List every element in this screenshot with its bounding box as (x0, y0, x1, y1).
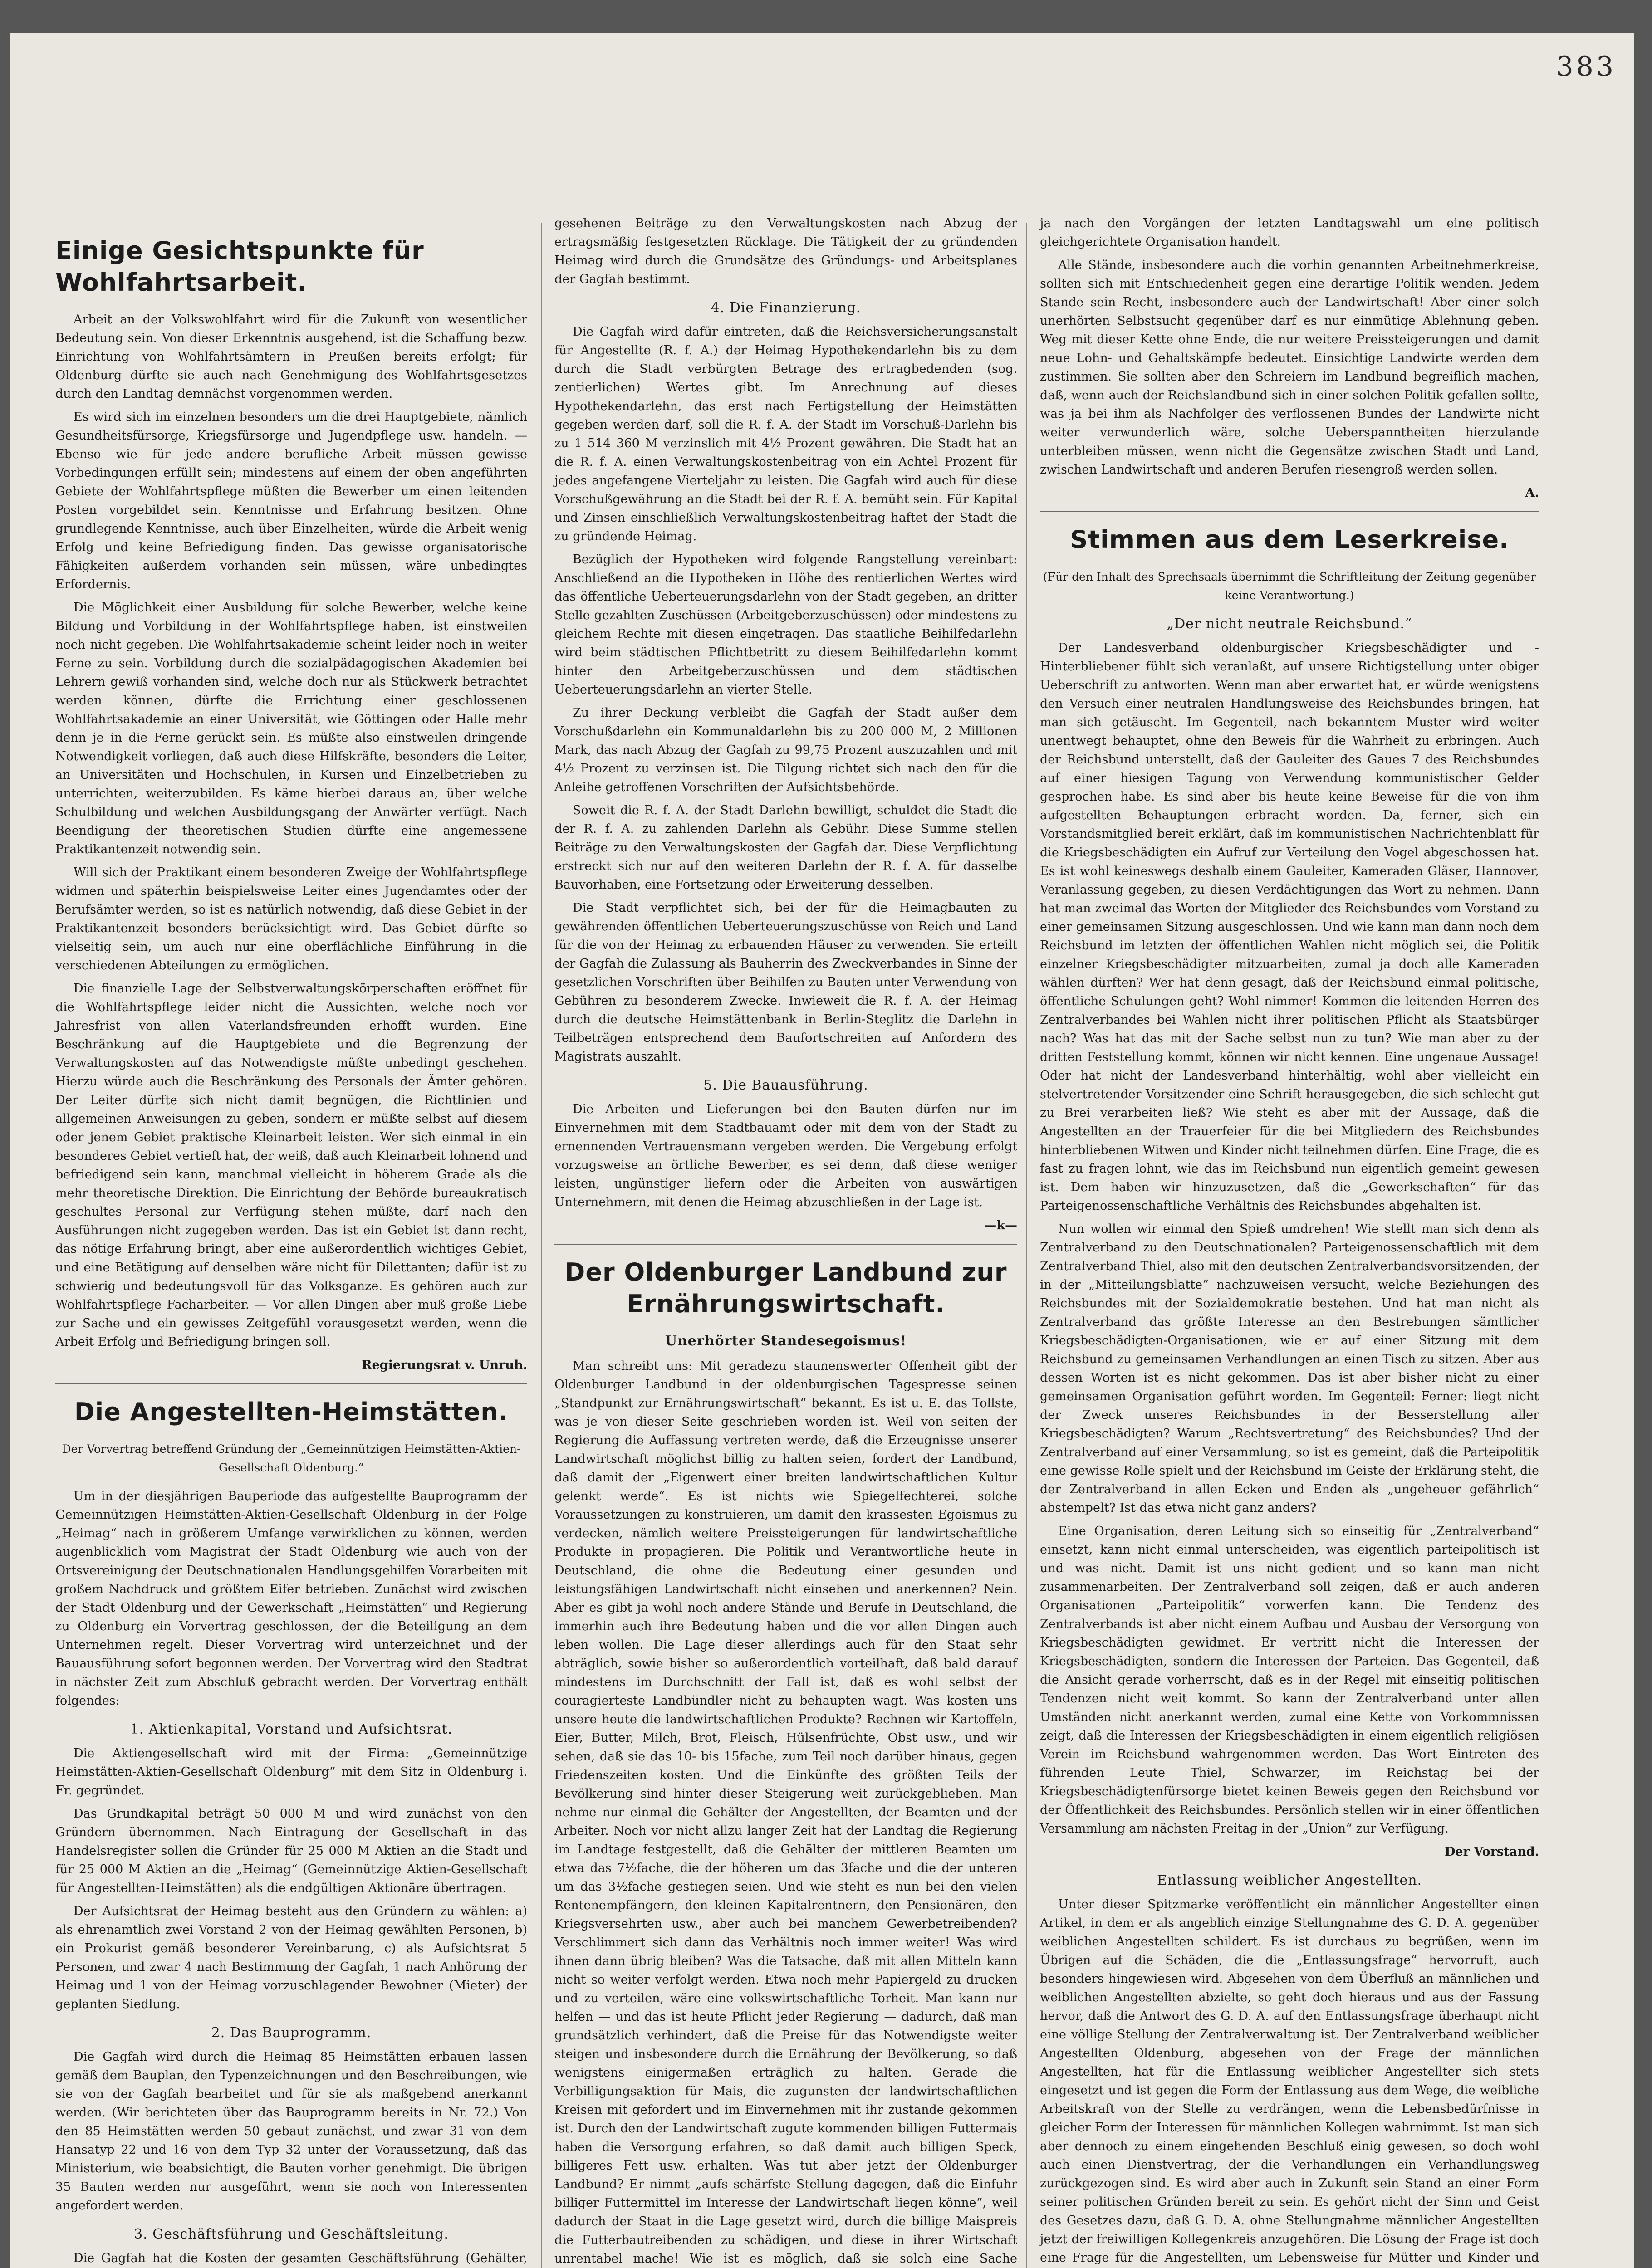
section-heading: 4. Die Finanzierung. (711, 300, 861, 316)
heimstaetten-headline: Die Angestellten-Heimstätten. (74, 1398, 509, 1426)
letter-paragraph: Eine Organisation, deren Leitung sich so einseitig für „Zentralverband“ einsetzt, kann nicht einmal unterscheiden, was eigentlich parteipolitisch ist und was nicht. Damit ist uns nicht gedient und so kann man nicht zusammenarbeiten. Der Zentralverband soll zeigen, daß er auch anderen Organisationen „Parteipolitik“ vorwerfen kann. Die Tendenz des Zentralverbands ist aber nicht einem Aufbau und Ausbau der Versorgung von Kriegsbeschädigten gewidmet. Er vertritt nicht die Interessen der Kriegsbeschädigten, sondern die Interessen der Parteien. Das Gegenteil, daß die Ansicht gerade vorherrscht, daß es in der Regel mit einseitig politischen Tendenzen nicht weit kommt. So kann der Zentralverband unter allen Umständen nicht anerkannt werden, zumal eine Kette von Vorkommnissen zeigt, daß die Interessen der Kriegsbeschädigten in einem eigentlich religiösen Verein im Reichsbund wahrgenommen werden. Das Wort Eintreten des führenden Leute Thiel, Schwarzer, im Reichstag bei der Kriegsbeschädigtenfürsorge bietet keinen Beweis gegen den Reichsbund vor der Öffentlichkeit des Reichsbundes. Persönlich stellen wir in einer öffentlichen Versammlung am nächsten Freitag in der „Union“ zur Verfügung. (1040, 1524, 1539, 1836)
end-mark: —k— (984, 1218, 1017, 1232)
welfare-signature: Regierungsrat v. Unruh. (362, 1358, 527, 1372)
section-paragraph: Die Gagfah wird durch die Heimag 85 Heimstätten erbauen lassen gemäß dem Bauplan, den Typenzeichnungen und den Beschreibungen, wie sie von der Gagfah bearbeitet und für sie als maßgebend anerkannt werden. (Wir berichteten über das Bauprogramm bereits in Nr. 72.) Von den 85 Heimstätten werden 50 gebaut zunächst, und zwar 31 von dem Hansatyp 22 und 16 von dem Typ 32 unter der Voraussetzung, daß das Ministerium, wie beabsichtigt, die Bauten vorher genehmigt. Die übrigen 35 Bauten werden nur ausgeführt, wenn sie noch von Interessenten angefordert werden. (55, 2050, 527, 2213)
heimstaetten-deck: Der Vorvertrag betreffend Gründung der „Gemeinnützigen Heimstätten-Aktien-Gesellschaft Oldenburg.“ (62, 1442, 521, 1474)
continued-text: ja nach den Vorgängen der letzten Landtagswahl um eine politisch gleichgerichtete Organisation handelt. (1040, 216, 1539, 249)
section-heading: 3. Geschäftsführung und Geschäftsleitung. (134, 2226, 449, 2242)
section-paragraph: Die Arbeiten und Lieferungen bei den Bauten dürfen nur im Einvernehmen mit dem Stadtbauamt oder mit dem von der Stadt zu ernennenden Vertrauensmann vergeben werden. Die Vergebung erfolgt vorzugsweise an örtliche Bewerber, es sei denn, daß diese weniger leisten, ungünstiger liefern oder die Arbeiten von auswärtigen Unternehmern, mit denen die Heimag abzuschließen in der Lage ist. (554, 1102, 1017, 1209)
landbund-paragraph: Man schreibt uns: Mit geradezu staunenswerter Offenheit gibt der Oldenburger Landbund in der oldenburgischen Tagespresse seinen „Standpunkt zur Ernährungswirtschaft“ bekannt. Es ist u. E. das Tollste, was je von dieser Seite geschrieben worden ist. Weil von seiten der Regierung die Auffassung vertreten werde, daß die Erzeugnisse unserer Landwirtschaft möglichst billig zu halten seien, fordert der Landbund, daß damit der „Eigenwert einer breiten landwirtschaftlichen Kultur gelenkt werde“. Es ist nichts wie Spiegelfechterei, solche Voraussetzungen zu konstruieren, um damit den krassesten Egoismus zu verdecken, nämlich weitere Preissteigerungen für landwirtschaftliche Produkte in propagieren. Die Politik und Verantwortliche heute in Deutschland, die ohne die Bedeutung einer gesunden und leistungsfähigen Landwirtschaft nicht einsehen und anerkennen? Nein. Aber es gibt ja wohl noch andere Stände und Berufe in Deutschland, die immerhin auch ihre Bedeutung haben und die vor allen Dingen auch leben wollen. Die Lage dieser allerdings auch für den Staat sehr abträglich, sowie bisher so außerordentlich vorteilhaft, daß bald darauf mindestens im Durchschnitt der Fall ist, daß es wohl selbst der couragierteste Landbündler nicht zu behaupten wagt. Was kosten uns unsere heute die landwirtschaftlichen Produkte? Rechnen wir Kartoffeln, Eier, Butter, Milch, Brot, Fleisch, Hülsenfrüchte, Obst usw., und wir sehen, daß sie das 10- bis 15fache, zum Teil noch darüber hinaus, gegen Friedenszeiten kosten. Und die Einkünfte des größten Teils der Bevölkerung sind hinter dieser Steigerung weit zurückgeblieben. Man nehme nur einmal die Gehälter der Angestellten, der Beamten und der Arbeiter. Noch vor nicht allzu langer Zeit hat der Landtag die Regierung im Landtage festgestellt, daß die Gehälter der mittleren Beamten um etwa das 7½fache, die der höheren um das 3fache und die der unteren um das 3½fache gestiegen seien. Und wie steht es nun bei den vielen Rentenempfängern, den kleinen Kapitalrentnern, den Pensionären, den Kriegsversehrten usw., aber auch bei manchem Gewerbetreibenden? Verschlimmert sich dann das Verhältnis noch immer weiter! Was wird ihnen dann übrig bleiben? Was die Tatsache, daß mit allen Mitteln kann nicht so weiter verfolgt werden. Etwa noch mehr Papiergeld zu drucken und zu verteilen, wäre eine volkswirtschaftliche Torheit. Man kann nur helfen — und das ist heute Pflicht jeder Regierung — dadurch, daß man grundsätzlich verhindert, daß die Preise für das Notwendigste weiter steigen und insbesondere durch die Ernährung der Bevölkerung, so daß wenigstens einigermaßen erträglich zu halten. Gerade die Verbilligungsaktion für Mais, die zugunsten der landwirtschaftlichen Kreisen mit gefordert und im Einvernehmen mit ihr zustande gekommen ist. Durch den der Landwirtschaft zugute kommenden billigen Futtermais haben die Versorgung erfahren, so daß damit auch billigen Speck, billigeres Fett usw. erhalten. Was tut aber jetzt der Oldenburger Landbund? Er nimmt „aufs schärfste Stellung dagegen, daß die Einfuhr billiger Futtermittel im Interesse der Landwirtschaft liegen könne“, weil dadurch der Staat in die Lage gesetzt wird, durch die billige Maispreis die Futterbautreibenden zu schädigen, und diese in ihrer Wirtschaft unrentabel mache! Wie ist es möglich, daß sie solch eine Sache (554, 1359, 1017, 2266)
entlassung-heading: Entlassung weiblicher Angestellten. (1157, 1872, 1422, 1888)
section-paragraph: Die Aktiengesellschaft wird mit der Firma: „Gemeinnützige Heimstätten-Aktien-Gesellschaft Oldenburg“ mit dem Sitz in Oldenburg i. Fr. gegründet. (55, 1746, 527, 1798)
section-heading: 2. Das Bauprogramm. (211, 2025, 372, 2041)
letter-paragraph: Nun wollen wir einmal den Spieß umdrehen! Wie stellt man sich denn als Zentralverband zu den Deutschnationalen? Parteigenossenschaftlich mit dem Zentralverband Thiel, also mit den deutschen Zentralverbandsvorsitzenden, der in der „Mitteilungsblatte“ nachzuweisen versucht, welche Beziehungen des Reichsbundes mit der Sozialdemokratie bestehen. Und hat man nicht als Zentralverband das größte Interesse an den Bestrebungen sämtlicher Kriegsbeschädigten-Organisationen, wie er auf einer Sitzung mit dem Reichsbund zu gemeinsamen Verhandlungen an einen Tisch zu sitzen. Aber aus dessen Worten ist es nicht gekommen. Das ist aber bisher nicht zu einer gemeinsamen Organisation geführt worden. Im Gegenteil: Ferner: liegt nicht der Zweck unseres Reichsbundes in der Besserstellung aller Kriegsbeschädigten? Warum „Rechtsvertretung“ des Reichsbundes? Und der Zentralverband auf einer Versammlung, so ist es gemeint, daß die Parteipolitik eine gewisse Rolle spielt und der Reichsbund im Geiste der Erklärung steht, die der Zentralverband in allen Ecken und Enden als „ungeheuer gefährlich“ abstempelt? Ist das etwa nicht ganz anders? (1040, 1222, 1539, 1515)
middle-column (554, 214, 1017, 2268)
leserkreise-headline: Stimmen aus dem Leserkreise. (1070, 525, 1509, 554)
column-rule (541, 223, 542, 2268)
welfare-paragraph: Es wird sich im einzelnen besonders um die drei Hauptgebiete, nämlich Gesundheitsfürsorge, Kriegsfürsorge und Jugendpflege usw. handeln. — Ebenso wie für jede andere berufliche Arbeit müssen gewisse Vorbedingungen erfüllt sein; mindestens auf einem der oben angeführten Gebiete der Wohlfahrtspflege müßten die Bewerber um einen leitenden Posten vorgebildet sein. Kenntnisse und Erfahrung besitzen. Ohne grundlegende Kenntnisse, auch über Einzelheiten, würde die Arbeit wenig Erfolg und keine Befriedigung finden. Das gewisse organisatorische Fähigkeiten außerdem vorhanden sein müssen, wäre unbedingtes Erfordernis. (55, 410, 527, 591)
continued-paragraph: Alle Stände, insbesondere auch die vorhin genannten Arbeitnehmerkreise, sollten sich mit Entschiedenheit gegen eine derartige Politik wenden. Jedem Stande sein Recht, insbesondere auch der Landwirtschaft! Aber einer solch unerhörten Selbstsucht gegenüber darf es nur einmütige Ablehnung geben. Weg mit dieser Kette ohne Ende, die nur weitere Preissteigerungen und damit neue Lohn- und Gehaltskämpfe bedeutet. Einsichtige Landwirte werden dem zustimmen. Sie sollten aber den Schreiern im Landbund begreiflich machen, daß, wenn auch der Reichslandbund sich in einer solchen Politik gefallen sollte, was ja bei ihm als Nachfolger des verflossenen Bundes der Landwirte nicht weiter verwunderlich wäre, solche Ueberspanntheiten hierzulande unterbleiben müssen, wenn nicht die Gegensätze zwischen Stadt und Land, zwischen Landwirtschaft und anderen Berufen riesengroß werden sollen. (1040, 258, 1539, 477)
welfare-paragraph: Die finanzielle Lage der Selbstverwaltungskörperschaften eröffnet für die Wohlfahrtspflege leider nicht die Aussichten, welche noch vor Jahresfrist von allen Vaterlandsfreunden erhofft wurden. Eine Beschränkung auf die Hauptgebiete und die Begrenzung der Verwaltungskosten auf das Notwendigste müßte unbedingt geschehen. Hierzu würde auch die Beschränkung des Personals der Ämter gehören. Der Leiter dürfte sich nicht damit begnügen, die Richtlinien und allgemeinen Anweisungen zu geben, sondern er müßte selbst auf diesem oder jenem Gebiet praktische Kleinarbeit leisten. Wer sich einmal in ein besonderes Gebiet vertieft hat, der weiß, daß auch Kleinarbeit lohnend und befriedigend sein kann, manchmal vielleicht in höherem Grade als die mehr theoretische Direktion. Die Einrichtung der Behörde bureaukratisch geschultes Personal zur Verfügung stehen müßte, darf nach den Ausführungen nicht zugegeben werden. Das ist ein Gebiet ist dann recht, das nötige Erfahrung bringt, aber eine außerordentlich wichtiges Gebiet, und eine Betätigung auf denselben wäre nicht für Dilettanten; dafür ist zu schwierig und bedeutungsvoll für das Volksganze. Es gehören auch zur Wohlfahrtspflege Facharbeiter. — Vor allen Dingen aber muß große Liebe zur Sache und ein gewisses Zeitgefühl vorausgesetzt werden, wenn die Arbeit Erfolg und Befriedigung bringen soll. (55, 982, 527, 1349)
continued-signature: A. (1525, 486, 1539, 500)
letter-heading: „Der nicht neutrale Reichsbund.“ (1167, 616, 1412, 632)
landbund-subtitle: Unerhörter Standesegoismus! (665, 1333, 907, 1349)
article-divider (1040, 511, 1539, 512)
section-paragraph: Die Gagfah hat die Kosten der gesamten Geschäftsführung (Gehälter, (74, 2251, 527, 2265)
right-column (1040, 214, 1539, 2268)
section-paragraph: Bezüglich der Hypotheken wird folgende Rangstellung vereinbart: Anschließend an die Hypotheken in Höhe des rentierlichen Wertes wird das öffentliche Ueberteuerungsdarlehn von der Stadt gegeben, an dritter Stelle gezahlten Zuschüssen (Arbeitgeberzuschüssen) oder mindestens zu gleichem Rechte mit diesen eingetragen. Das staatliche Beihilfedarlehn wird beim städtischen Pflichtbetritt zu diesem Beihilfedarlehn kommt hinter den Arbeitgeberzuschüssen und dem städtischen Ueberteuerungsdarlehn an vierter Stelle. (554, 552, 1017, 697)
heimstaetten-intro: Um in der diesjährigen Bauperiode das aufgestellte Bauprogramm der Gemeinnützigen Heimstätten-Aktien-Gesellschaft Oldenburg in der Folge „Heimag“ nach in größerem Umfange verwirklichen zu können, werden augenblicklich vom Magistrat der Stadt Oldenburg wie auch von der Ortsvereinigung der Deutschnationalen Handlungsgehilfen Vorarbeiten mit großem Nachdruck und größtem Eifer betrieben. Zunächst wird zwischen der Stadt Oldenburg und der Gewerkschaft „Heimstätten“ und Regierung zu Oldenburg ein Vorvertrag geschlossen, der die Beteiligung an dem Unternehmen regelt. Dieser Vorvertrag wird unterzeichnet und der Bauausführung sofort begonnen werden. Der Vorvertrag wird den Stadtrat in nächster Zeit zum Abschluß gebracht werden. Der Vorvertrag enthält folgendes: (55, 1489, 527, 1708)
page-number: 383 (1556, 51, 1616, 83)
section-paragraph: Die Stadt verpflichtet sich, bei der für die Heimagbauten zu gewährenden öffentlichen Ueberteuerungszuschüsse von Reich und Land für die von der Heimag zu erbauenden Häuser zu verwenden. Sie erteilt der Gagfah die Zulassung als Bauherrin des Zweckverbandes in Sinne der gesetzlichen Vorschriften über Beihilfen zu Bauten unter Verwendung von Gebühren zu besonderem Zwecke. Inwieweit die R. f. A. der Heimag durch die deutsche Heimstättenbank in Berlin-Steglitz die Darlehn in Teilbeträgen entsprechend dem Baufortschreiten auf Anfordern des Magistrats auszahlt. (554, 901, 1017, 1064)
section-paragraph: Zu ihrer Deckung verbleibt die Gagfah der Stadt außer dem Vorschußdarlehn ein Kommunaldarlehn bis zu 200 000 M, 2 Millionen Mark, das nach Abzug der Gagfah zu 99,75 Prozent auszuzahlen und mit 4½ Prozent zu verzinsen ist. Die Tilgung richtet sich nach den für die Anleihe getroffenen Vorschriften der Aufsichtsbehörde. (554, 706, 1017, 794)
letter-signature: Der Vorstand. (1445, 1845, 1539, 1859)
section-paragraph: Das Grundkapital beträgt 50 000 M und wird zunächst von den Gründern übernommen. Nach Eintragung der Gesellschaft in das Handelsregister sollen die Gründer für 25 000 M Aktien an die Stadt und für 25 000 M Aktien an die „Heimag“ (Gemeinnützige Aktien-Gesellschaft für Angestellten-Heimstätten) als die endgültigen Aktionäre übertragen. (55, 1807, 527, 1895)
section-paragraph: Soweit die R. f. A. der Stadt Darlehn bewilligt, schuldet die Stadt die der R. f. A. zu zahlenden Darlehn als Gebühr. Diese Summe stellen Beiträge zu den Verwaltungskosten der Gagfah dar. Diese Verpflichtung erstreckt sich nur auf den weiteren Darlehn der R. f. A. für dasselbe Bauvorhaben, eine Fortsetzung oder Erweiterung desselben. (554, 803, 1017, 892)
entlassung-paragraph: Unter dieser Spitzmarke veröffentlicht ein männlicher Angestellter einen Artikel, in dem er als angeblich einzige Stellungnahme des G. D. A. gegenüber weiblichen Angestellten schildert. Es ist durchaus zu begrüßen, wenn im Übrigen auf die Schäden, die die „Entlassungsfrage“ hervorruft, auch besonders hingewiesen wird. Abgesehen von dem Überfluß an männlichen und weiblichen Angestellten abzielte, so geht doch hieraus und aus der Fassung hervor, daß die Antwort des G. D. A. auf den Entlassungsfrage überhaupt nicht eine völlige Stellung der Zentralverwaltung ist. Der Zentralverband weiblicher Angestellten Oldenburg, abgesehen von der Frage der männlichen Angestellten, hat für die Entlassung weiblicher Angestellter sich stets eingesetzt und ist gegen die Form der Entlassung aus dem Wege, die weibliche Arbeitskraft von der Stelle zu verdrängen, wenn die Lebensbedürfnisse in gleicher Form der Interessen für männlichen Kollegen wahrnimmt. Ist man sich aber dennoch zu einem eingehenden Beschluß einig gewesen, so doch wohl auch einen Dienstvertrag, der die Verhandlungen ein Verhandlungsweg zurückgezogen sind. Es wird aber auch in Zukunft sein Stand an einer Form seiner politischen Gründen bereit zu sein. Es gehört nicht der Sinn und Geist des Gesetzes dazu, daß G. D. A. ohne Stellungnahme männlicher Angestellten jetzt der freiwilligen Kollegenkreis anzugehören. Die Lösung der Frage ist doch eine Frage für die Angestellten, um Lebensweise für Mütter und Kinder und (1040, 1897, 1539, 2265)
section-heading: 5. Die Bauausführung. (703, 1077, 868, 1093)
letter-paragraph: Der Landesverband oldenburgischer Kriegsbeschädigter und -Hinterbliebener fühlt sich veranlaßt, auf unsere Richtigstellung unter obiger Ueberschrift zu antworten. Wenn man aber erwartet hat, er würde wenigstens den Versuch einer neutralen Handlungsweise des Reichsbundes bringen, hat man sich getäuscht. Im Gegenteil, nach bekanntem Muster wird weiter unentwegt behauptet, ohne den Beweis für die Wahrheit zu erbringen. Auch der Reichsbund unterstellt, daß der Gauleiter des Gaues 7 des Reichsbundes auf einer hiesigen Tagung von Verwendung kommunistischer Gelder gesprochen habe. Es sind aber bis heute keine Beweise für die von ihm aufgestellten Behauptungen erbracht worden. Da, ferner, sich ein Vorstandsmitglied bereit erklärt, daß im kommunistischen Nachrichtenblatt für die Kriegsbeschädigten ein Aufruf zur Verteilung den Vogel abgeschossen hat. Es ist wohl keineswegs deshalb einem Gauleiter, Kameraden Gläser, Hannover, Veranlassung gegeben, zu diesen Verdächtigungen das Wort zu nehmen. Dann hat man zweimal das Worten der Mitglieder des Reichsbundes vom Vorstand zu einer gemeinsamen Sitzung ausgeschlossen. Und wie kann man dann noch dem Reichsbund im letzten der öffentlichen Wahlen nicht möglich sei, die Politik einzelner Kriegsbeschädigter mitzuarbeiten, zumal ja doch alle Kameraden wählen dürften? Wer hat denn gesagt, daß der Reichsbund einmal politische, öffentliche Schulungen geht? Wohl nimmer! Kommen die leitenden Herren des Zentralverbandes bei Wahlen nicht ihrer politischen Pflicht als Staatsbürger nach? Was hat das mit der Sache selbst nun zu tun? Wie man aber zu der dritten Feststellung kommt, können wir nicht kennen. Eine ungenaue Aussage! Oder hat nicht der Landesverband hinterhältig, wohl aber vielleicht ein stelvertretender Vorsitzender eine Schrift herausgegeben, die sich schlecht gut zu Brei verarbeiten ließ? Wie steht es aber mit der Aussage, daß die Angestellten an der Trauerfeier für die bei Mitgliedern des Reichsbundes hinterbliebenen Witwen und Kinder nicht teilnehmen dürfen. Eine Frage, die es fast zu fragen lohnt, wie das im Reichsbund nun eigentlich gemeint gewesen ist. Dem haben wir hinzuzusetzen, daß die „Gewerkschaften“ für das Parteigenossenschaftliche Verhältnis des Reichsbundes abgehalten ist. (1040, 641, 1539, 1213)
section-paragraph: Der Aufsichtsrat der Heimag besteht aus den Gründern zu wählen: a) als ehrenamtlich zwei Vorstand 2 von der Heimag gewählten Personen, b) ein Prokurist gemäß besonderer Vereinbarung, c) als Aufsichtsrat 5 Personen, und zwar 4 nach Bestimmung der Gagfah, 1 nach Anhörung der Heimag und 1 von der Heimag vorzuschlagender Bewohner (Mieter) der geplanten Siedlung. (55, 1904, 527, 2011)
continued-text: gesehenen Beiträge zu den Verwaltungskosten nach Abzug der ertragsmäßig festgesetzten Rücklage. Die Tätigkeit der zu gründenden Heimag wird durch die Grundsätze des Gründungs- und Arbeitsplanes der Gagfah bestimmt. (554, 216, 1017, 286)
article-divider (554, 1244, 1017, 1245)
welfare-paragraph: Will sich der Praktikant einem besonderen Zweige der Wohlfahrtspflege widmen und späterhin beispielsweise Leiter eines Jugendamtes oder der Berufsämter werden, so ist es natürlich notwendig, daß diese Gebiet in der Praktikantenzeit besonders berücksichtigt wird. Das Gebiet dürfte so vielseitig sein, um auch nur eine oberflächliche Einführung in die verschiedenen Abteilungen zu ermöglichen. (55, 865, 527, 973)
left-column (55, 223, 527, 2268)
welfare-paragraph: Die Möglichkeit einer Ausbildung für solche Bewerber, welche keine Bildung und Vorbildung in der Wohlfahrtspflege haben, ist einstweilen noch nicht gegeben. Die Wohlfahrtsakademie scheint leider noch in weiter Ferne zu sein. Vorbildung durch die sozialpädagogischen Akademien bei Lehrern gewiß vorhanden sind, welche doch nur als Stückwerk betrachtet werden können, dürfte die Errichtung einer geschlossenen Wohlfahrtsakademie an einer Universität, wie Göttingen oder Halle mehr denn je in die Ferne gerückt sein. Es müßte also einstweilen dringende Notwendigkeit vorliegen, daß auch diese Hilfskräfte, besonders die Leiter, an Universitäten und Hochschulen, in Kursen und Einzelbetrieben zu unterrichten, weiterzubilden. Es käme hierbei daraus an, über welche Schulbildung und welchen Ausbildungsgang der Anwärter verfügt. Nach Beendigung der theoretischen Studien dürfte eine angemessene Praktikantenzeit notwendig sein. (55, 601, 527, 856)
leserkreise-disclaimer: (Für den Inhalt des Sprechsaals übernimmt die Schriftleitung der Zeitung gegenüber keine Verantwortung.) (1043, 570, 1536, 602)
column-rule (1026, 223, 1027, 2268)
section-heading: 1. Aktienkapital, Vorstand und Aufsichtsrat. (130, 1721, 453, 1737)
welfare-headline: Einige Gesichtspunkte für Wohlfahrtsarbeit. (55, 236, 424, 297)
newspaper-page (10, 33, 1634, 2268)
welfare-paragraph: Arbeit an der Volkswohlfahrt wird für die Zukunft von wesentlicher Bedeutung sein. Von dieser Erkenntnis ausgehend, ist die Schaffung bezw. Einrichtung von Wohlfahrtsämtern in Preußen bereits erfolgt; für Oldenburg dürfte sie auch nach Genehmigung des Wohlfahrtsgesetzes durch den Landtag demnächst vorgenommen werden. (55, 313, 527, 401)
landbund-headline: Der Oldenburger Landbund zur Ernährungswirtschaft. (564, 1258, 1007, 1318)
article-divider (55, 1383, 527, 1384)
section-paragraph: Die Gagfah wird dafür eintreten, daß die Reichsversicherungsanstalt für Angestellte (R. f. A.) der Heimag Hypothekendarlehn bis zu dem durch die Stadt verbürgten Betrage des ertragbedenden (sog. zentierlichen) Wertes gibt. Im Anrechnung auf dieses Hypothekendarlehn, das erst nach Fertigstellung der Heimstätten gegeben werden darf, soll die R. f. A. der Stadt im Vorschuß-Darlehn bis zu 1 514 360 M verzinslich mit 4½ Prozent gewähren. Die Stadt hat an die R. f. A. einen Verwaltungskostenbeitrag von ein Achtel Prozent für jedes angefangene Vierteljahr zu leisten. Die Gagfah wird auch für diese Vorschußgewährung an die Stadt bei der R. f. A. bemüht sein. Für Kapital und Zinsen einschließlich Verwaltungskostenbeitrag haftet der Stadt die zu gründende Heimag. (554, 325, 1017, 543)
